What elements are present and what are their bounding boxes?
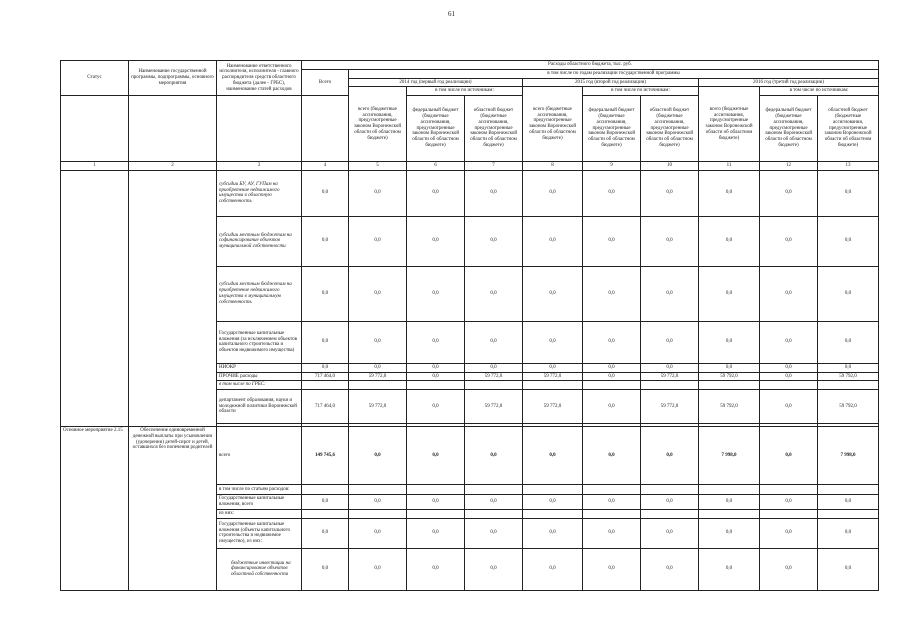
cell-value: 0,0 [583,390,641,424]
col-number: 4 [302,162,349,171]
cell-value: 59 772,0 [349,372,407,381]
cell-value: 0,0 [760,427,818,485]
cell-value: 0,0 [349,170,407,216]
header-2014-by-sources: в том числе по источникам: [407,87,523,96]
cell-value: 0,0 [302,518,349,548]
cell-empty [465,510,523,519]
cell-value: 59 792,0 [699,372,760,381]
header-2014-federal: федеральный бюджет (бюджетные ассигнования, предусмотренные законом Воронежской области об областном бюджете) [407,96,465,162]
cell-value: 0,0 [699,495,760,510]
cell-value: 7 998,0 [818,427,879,485]
cell-value: 0,0 [407,170,465,216]
cell-value: 0,0 [641,548,699,590]
cell-value: 0,0 [349,266,407,321]
cell-value: 0,0 [760,216,818,266]
cell-value: 0,0 [407,427,465,485]
cell-value: 0,0 [760,548,818,590]
header-2015-total: всего (бюджетные ассигнования, предусмотренные законом Воронежской области об областном бюджете) [523,87,583,162]
cell-value: 0,0 [699,321,760,363]
row-label: Государственные капитальные вложения (за исключением объектов капитального строительства и объектов недвижимого имущества) [217,321,302,363]
cell-empty [760,510,818,519]
cell-value: 0,0 [302,363,349,372]
cell-value: 59 772,0 [641,390,699,424]
row-label: субсидии местным бюджетам на приобретение недвижимого имущества в муниципальную собственность [217,266,302,321]
cell-value: 0,0 [818,266,879,321]
cell-value: 59 792,0 [818,390,879,424]
cell-value: 0,0 [407,390,465,424]
cell-value: 0,0 [699,170,760,216]
cell-value: 0,0 [523,216,583,266]
table-row [61,427,879,485]
cell-value: 0,0 [465,363,523,372]
cell-empty [699,510,760,519]
cell-value: 0,0 [641,321,699,363]
header-total: Всего [302,69,349,95]
col-number: 13 [818,162,879,171]
cell-value: 59 772,0 [349,390,407,424]
cell-empty [583,381,641,390]
cell-value: 0,0 [818,321,879,363]
cell-value: 0,0 [302,548,349,590]
iz-nih-label: из них: [217,510,302,519]
cell-empty [349,510,407,519]
row-label: ПРОЧИЕ расходы [217,372,302,381]
cell-value: 0,0 [641,170,699,216]
header-year-2016: 2016 год (третий год реализации) [699,78,879,87]
cell-value: 0,0 [583,495,641,510]
cell-empty [583,485,641,495]
header-blank-4 [302,96,349,162]
col-number: 6 [407,162,465,171]
header-blank-3 [217,96,302,162]
cell-value: 59 772,0 [523,372,583,381]
cell-value: 0,0 [583,266,641,321]
cell-value: 0,0 [699,363,760,372]
cell-value: 0,0 [523,495,583,510]
col-number: 7 [465,162,523,171]
col-number: 10 [641,162,699,171]
cell-empty [302,485,349,495]
cell-value: 0,0 [699,548,760,590]
cell-value: 0,0 [407,548,465,590]
col-number: 8 [523,162,583,171]
cell-value: 0,0 [583,427,641,485]
cell-empty [302,381,349,390]
cell-value: 0,0 [465,427,523,485]
col-number: 5 [349,162,407,171]
cell-value: 0,0 [523,518,583,548]
by-articles-label: в том числе по статьям расходов: [217,485,302,495]
cell-empty [407,510,465,519]
cell-value: 0,0 [641,266,699,321]
cell-empty [523,510,583,519]
page-number: 61 [448,10,455,18]
cell-value: 0,0 [465,321,523,363]
header-2016-regional: областной бюджет (бюджетные ассигнования, предусмотренные законом Воронежской области об областном бюджете) [818,96,879,162]
cell-value: 0,0 [818,363,879,372]
cell-empty [349,485,407,495]
table-row [61,170,879,216]
cell-value: 0,0 [465,266,523,321]
cell-value: 0,0 [760,390,818,424]
cell-value: 0,0 [349,216,407,266]
row-label: Государственные капитальные вложения, всего [217,495,302,510]
col-number: 1 [61,162,129,171]
main-activity-name: Обеспечение единовременной денежной выплаты при усыновлении (удочерении) детей-сирот и детей, оставшихся без попечения родителей [129,427,217,591]
cell-empty [465,485,523,495]
cell-value: 0,0 [699,518,760,548]
header-2015-regional: областной бюджет (бюджетные ассигнования, предусмотренные законом Воронежской области об областном бюджете) [641,96,699,162]
row-label: субсидии местным бюджетам на софинансирование объектов муниципальной собственности [217,216,302,266]
col-number: 9 [583,162,641,171]
cell-value: 0,0 [465,216,523,266]
cell-value: 0,0 [760,363,818,372]
cell-empty [349,381,407,390]
cell-value: 59 772,0 [465,390,523,424]
cell-value: 0,0 [349,495,407,510]
cell-empty [818,485,879,495]
cell-value: 0,0 [407,372,465,381]
header-program-name: Наименование государственной программы, подпрограммы, основного мероприятия [129,61,217,96]
header-2015-federal: федеральный бюджет (бюджетные ассигнования, предусмотренные законом Воронежской области об областном бюджете) [583,96,641,162]
cell-empty [465,381,523,390]
cell-value: 0,0 [465,170,523,216]
cell-value: 0,0 [583,518,641,548]
cell-empty [818,510,879,519]
cell-value: 0,0 [349,321,407,363]
cell-value: 0,0 [641,427,699,485]
cell-value: 0,0 [641,518,699,548]
main-activity-status: Основное мероприятие 2.15 [61,427,129,591]
cell-value: 0,0 [760,170,818,216]
cell-empty [407,381,465,390]
cell-value: 0,0 [523,548,583,590]
cell-value: 59 792,0 [818,372,879,381]
cell-empty [818,381,879,390]
row-label: субсидии БУ, АУ, ГУПам на приобретение недвижимого имущества в областную собственность [217,170,302,216]
cell-value: 0,0 [523,170,583,216]
cell-value: 0,0 [760,266,818,321]
cell-value: 0,0 [523,266,583,321]
cell-value: 0,0 [302,266,349,321]
cell-value: 0,0 [699,216,760,266]
header-expenses-title: Расходы областного бюджета, тыс. руб. [302,61,879,70]
col-number: 11 [699,162,760,171]
cell-value: 149 745,6 [302,427,349,485]
cell-empty [583,510,641,519]
row-label: всего [217,427,302,485]
cell-value: 59 772,0 [523,390,583,424]
cell-value: 0,0 [818,548,879,590]
cell-value: 0,0 [583,170,641,216]
cell-value: 0,0 [407,495,465,510]
cell-value: 0,0 [407,518,465,548]
cell-empty [641,485,699,495]
cell-value: 7 998,0 [699,427,760,485]
cell-value: 717 464,0 [302,390,349,424]
cell-value: 0,0 [523,363,583,372]
cell-value: 0,0 [465,495,523,510]
header-2016-by-sources: в том числе по источникам: [760,87,879,96]
col-number: 3 [217,162,302,171]
cell-value: 0,0 [583,548,641,590]
name-cell-empty [129,170,217,426]
header-2014-regional: областной бюджет (бюджетные ассигнования, предусмотренные законом Воронежской области об областном бюджете) [465,96,523,162]
row-label: департамент образования, науки и молодежной политики Воронежской области [217,390,302,424]
cell-value: 0,0 [302,321,349,363]
cell-empty [699,485,760,495]
cell-value: 0,0 [760,321,818,363]
row-label: НИОКР [217,363,302,372]
cell-empty [407,485,465,495]
cell-empty [641,381,699,390]
cell-empty [699,381,760,390]
cell-value: 717 464,0 [302,372,349,381]
cell-value: 0,0 [583,363,641,372]
header-blank-2 [129,96,217,162]
cell-value: 0,0 [523,427,583,485]
cell-value: 0,0 [349,548,407,590]
cell-value: 0,0 [302,216,349,266]
cell-value: 59 792,0 [699,390,760,424]
col-number: 2 [129,162,217,171]
header-year-2014: 2014 год (первый год реализации) [349,78,523,87]
cell-value: 0,0 [407,363,465,372]
cell-value: 0,0 [583,321,641,363]
header-by-years: в том числе по годам реализации государственной программы [349,69,879,78]
header-status: Статус [61,61,129,96]
cell-value: 0,0 [407,266,465,321]
header-2015-by-sources: в том числе по источникам: [583,87,699,96]
grbs-label: в том числе по ГРБС: [217,381,302,390]
cell-value: 0,0 [760,518,818,548]
row-label: Государственные капитальные вложения (объекты капитального строительства и недвижимое имущество), из них: [217,518,302,548]
header-blank-1 [61,96,129,162]
column-numbers-row [61,162,879,171]
cell-value: 0,0 [465,518,523,548]
cell-value: 0,0 [641,216,699,266]
cell-value: 0,0 [349,427,407,485]
cell-empty [302,510,349,519]
header-2016-federal: федеральный бюджет (бюджетные ассигнования, предусмотренные законом Воронежской области об областном бюджете) [760,96,818,162]
cell-value: 0,0 [760,372,818,381]
cell-value: 0,0 [465,548,523,590]
cell-value: 0,0 [818,170,879,216]
header-responsible: Наименование ответственного исполнителя, исполнителя - главного распорядителя средств областного бюджета (далее - ГРБС), наименование статей расходов [217,61,302,96]
cell-value: 0,0 [641,495,699,510]
cell-value: 0,0 [302,495,349,510]
cell-value: 0,0 [760,495,818,510]
cell-value: 0,0 [407,321,465,363]
cell-value: 0,0 [641,363,699,372]
cell-value: 59 772,0 [465,372,523,381]
cell-empty [523,485,583,495]
status-cell-empty [61,170,129,426]
cell-empty [760,381,818,390]
cell-empty [523,381,583,390]
cell-value: 59 772,0 [641,372,699,381]
row-label: бюджетные инвестиции на финансирование объектов областной собственности [217,548,302,590]
cell-value: 0,0 [818,216,879,266]
cell-value: 0,0 [407,216,465,266]
cell-value: 0,0 [349,518,407,548]
cell-value: 0,0 [818,495,879,510]
cell-value: 0,0 [302,170,349,216]
cell-value: 0,0 [349,363,407,372]
budget-table [60,60,879,591]
header-year-2015: 2015 год (второй год реализации) [523,78,699,87]
col-number: 12 [760,162,818,171]
cell-value: 0,0 [583,372,641,381]
header-2016-total: всего (бюджетные ассигнования, предусмотренные законом Воронежской области об областном бюджете) [699,87,760,162]
header-2014-total: всего (бюджетные ассигнования, предусмотренные законом Воронежской области об областном бюджете) [349,87,407,162]
cell-empty [641,510,699,519]
cell-empty [760,485,818,495]
cell-value: 0,0 [583,216,641,266]
cell-value: 0,0 [699,266,760,321]
cell-value: 0,0 [818,518,879,548]
cell-value: 0,0 [523,321,583,363]
